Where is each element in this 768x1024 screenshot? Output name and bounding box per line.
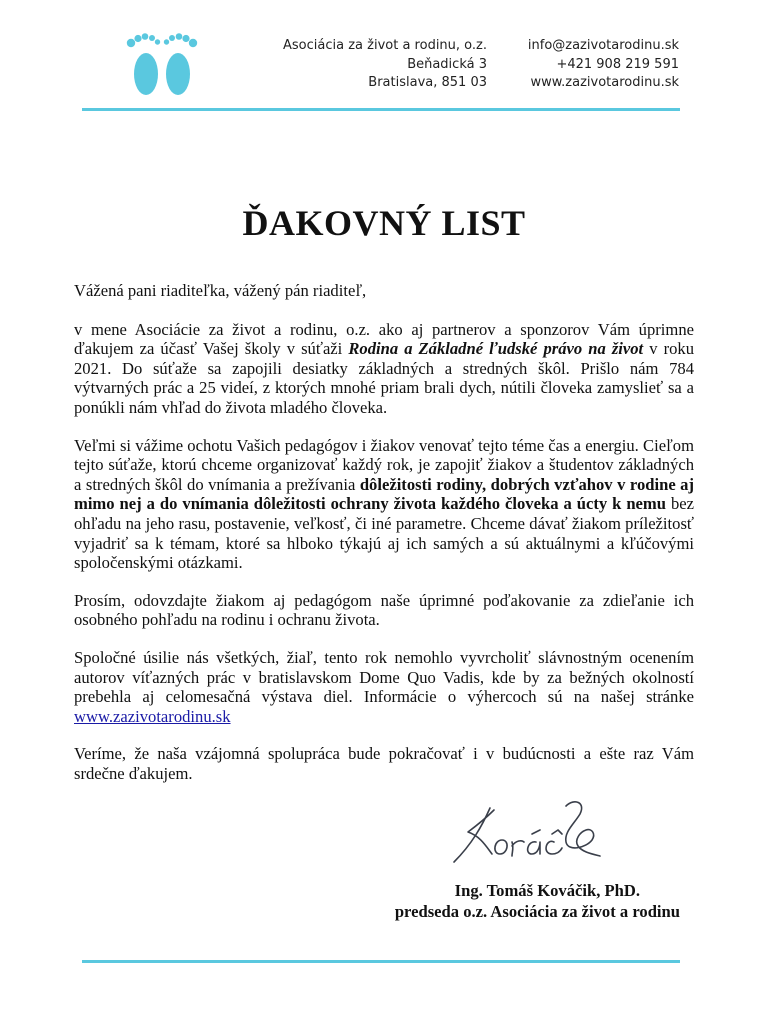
baby-feet-icon — [122, 30, 202, 98]
letter-title: ĎAKOVNÝ LIST — [242, 203, 526, 243]
salutation: Vážená pani riaditeľka, vážený pán riaditeľ, — [74, 281, 367, 300]
paragraph-2 — [74, 436, 694, 573]
paragraph-4 — [74, 648, 694, 726]
contact-email: info@zazivotarodinu.sk — [527, 38, 679, 53]
signer-block — [395, 880, 680, 922]
paragraph-1 — [74, 320, 694, 418]
organization-address — [283, 37, 487, 93]
paragraph-1-text-end: v roku 2021. Do súťaže sa zapojili desiatky základných a stredných škôl. Prišlo nám 784 výtvarných prác a 25 videí, z ktorých mnohé priam brali dych, nútili človeka zamyslieť sa a ponúkli nám vhľad do života mladého človeka. — [74, 339, 694, 417]
footer-divider — [82, 960, 680, 963]
paragraph-3: Prosím, odovzdajte žiakom aj pedagógom naše úprimné poďakovanie za zdieľanie ich osobného pohľadu na rodinu i ochranu života. — [74, 590, 694, 630]
paragraph-4-text: Spoločné úsilie nás všetkých, žiaľ, tento rok nemohlo vyvrcholiť slávnostným ocenením autorov víťazných prác v bratislavskom Dome Quo Vadis, kde by za bežných okolností prebehla aj celomesačná výstava diel. Informácie o výhercoch sú na našej stránke — [74, 647, 694, 707]
header-divider — [82, 108, 680, 111]
competition-name: Rodina a Základné ľudské právo na život — [348, 339, 644, 359]
org-street: Beňadická 3 — [407, 56, 487, 72]
paragraph-2-text: Veľmi si vážime ochotu Vašich pedagógov i žiakov venovať tejto téme čas a energiu. Cieľom tejto súťaže, ktorú chceme organizovať každý rok, je zapojiť žiakov a študentov základných a stredných škôl do vnímania a prežívania — [74, 435, 694, 494]
contact-web: www.zazivotarodinu.sk — [530, 75, 679, 91]
signer-role: predseda o.z. Asociácia za život a rodinu — [394, 902, 680, 921]
contact-phone: +421 908 219 591 — [556, 56, 679, 72]
org-city: Bratislava, 851 03 — [368, 75, 487, 91]
paragraph-1-text: v mene Asociácie za život a rodinu, o.z. ako aj partnerov a sponzorov Vám úprimne ďakujem za účasť Vašej školy v súťaži — [74, 319, 694, 359]
organization-contact — [528, 37, 679, 93]
handwritten-signature — [446, 796, 606, 870]
org-name: Asociácia za život a rodinu, o.z. — [283, 38, 487, 53]
paragraph-2-text-end: bez ohľadu na jeho rasu, postavenie, veľkosť, či iné parametre. Chceme dávať žiakom príležitosť vyjadriť sa k témam, ktoré sa hlboko týkajú aj ich samých a sú aktuálnymi a kľúčovými spoločenskými otázkami. — [74, 494, 694, 573]
letter-body — [74, 281, 694, 801]
signer-name: Ing. Tomáš Kováčik, PhD. — [454, 881, 640, 900]
paragraph-5: Veríme, že naša vzájomná spolupráca bude pokračovať i v budúcnosti a ešte raz Vám srdečne ďakujem. — [74, 744, 694, 783]
paragraph-2-bold: dôležitosti rodiny, dobrých vzťahov v rodine aj mimo nej a do vnímania dôležitosti ochrany života každého človeka a úcty k nemu — [74, 474, 695, 514]
website-link[interactable]: www.zazivotarodinu.sk — [74, 706, 231, 726]
